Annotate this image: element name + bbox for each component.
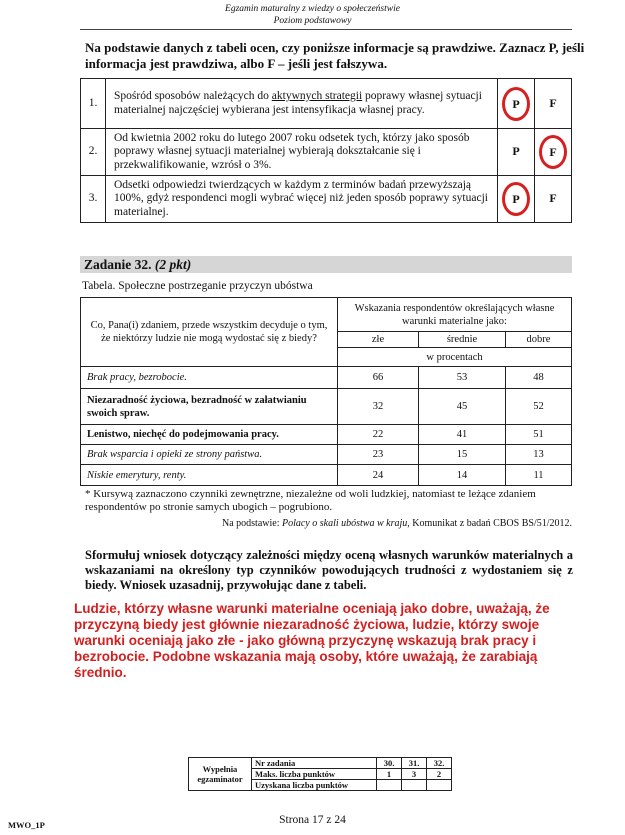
table-source: Na podstawie: Polacy o skali ubóstwa w kraju, Komunikat z badań CBOS BS/51/2012.: [221, 518, 572, 529]
cell-value: 66: [338, 367, 419, 389]
false-option[interactable]: [535, 129, 572, 176]
answer-circle: P: [502, 87, 530, 121]
cell-value: 23: [338, 445, 419, 465]
table-row: [81, 465, 572, 486]
answer-circle: F: [539, 135, 567, 169]
tf-statement: Od kwietnia 2002 roku do lutego 2007 roku odsetek tych, którzy jako sposób poprawy własnej sytuacji materialnej wybierają dokształcanie się i przekwalifikowanie, wzrósł o 3%.: [106, 129, 498, 176]
false-option[interactable]: F: [535, 176, 572, 223]
exam-header-title: Egzamin maturalny z wiedzy o społeczeństwie: [225, 4, 400, 14]
table-row: [81, 445, 572, 465]
survey-question: Co, Pana(i) zdaniem, przede wszystkim decyduje o tym, że niektórzy ludzie nie mogą wydostać się z biedy?: [81, 298, 338, 367]
max-points: 1: [377, 769, 402, 780]
true-option[interactable]: P: [498, 129, 535, 176]
unit-label: w procentach: [426, 351, 483, 363]
cell-value: 53: [419, 367, 506, 389]
column-header-bad: złe: [338, 332, 419, 348]
true-option[interactable]: [498, 79, 535, 129]
tf-instruction: Na podstawie danych z tabeli ocen, czy poniższe informacje są prawdziwe. Zaznacz P, jeśli informacja jest prawdziwa, albo F – jeśli jest fałszywa.: [85, 40, 585, 71]
task-number: 30.: [377, 758, 402, 769]
task-number: 31.: [402, 758, 427, 769]
earned-points-label: Uzyskana liczba punktów: [252, 780, 377, 791]
indication-header: Wskazania respondentów określających własne warunki materialne jako:: [338, 298, 572, 332]
exam-header-level: Poziom podstawowy: [273, 16, 352, 26]
tf-row: [81, 176, 572, 223]
table-footnote: * Kursywą zaznaczono czynniki zewnętrzne, niezależne od woli ludzkiej, natomiast te leżące zdaniem respondentów po stronie samych ubogich – pogrubiono.: [85, 488, 536, 513]
table-caption: Tabela. Społeczne postrzeganie przyczyn ubóstwa: [82, 280, 313, 292]
cell-value: 11: [506, 465, 572, 486]
cell-value: 41: [419, 425, 506, 445]
task-number: 32.: [427, 758, 452, 769]
answer-circle: P: [502, 182, 530, 216]
column-header-average: średnie: [419, 332, 506, 348]
cell-value: 52: [506, 389, 572, 425]
earned-points-cell[interactable]: [427, 780, 452, 791]
task-instruction: Sformułuj wniosek dotyczący zależności między oceną własnych warunków materialnych a wskazaniami na określony typ czynników powodujących trudności z wydostaniem się z biedy. Wniosek uzasadnij, przywołując dane z tabeli.: [85, 548, 573, 592]
exam-code: MWO_1P: [8, 820, 45, 830]
table-row: [81, 389, 572, 425]
cell-value: 45: [419, 389, 506, 425]
row-label: Niskie emerytury, renty.: [81, 465, 338, 486]
earned-points-cell[interactable]: [402, 780, 427, 791]
header-divider: [80, 29, 572, 30]
task-number-label: Nr zadania: [252, 758, 377, 769]
cell-value: 13: [506, 445, 572, 465]
max-points: 2: [427, 769, 452, 780]
cell-value: 22: [338, 425, 419, 445]
table-row: [81, 367, 572, 389]
cell-value: 14: [419, 465, 506, 486]
false-option[interactable]: F: [535, 79, 572, 129]
task-heading: Zadanie 32. (2 pkt): [80, 256, 572, 273]
poverty-causes-table: [80, 297, 572, 486]
examiner-label: Wypełnia egzaminator: [189, 758, 252, 791]
tf-statement: Spośród sposobów należących do aktywnych strategii poprawy własnej sytuacji materialnej najczęściej wybierana jest intensyfikacja własnej pracy.: [106, 79, 498, 129]
cell-value: 24: [338, 465, 419, 486]
handwritten-answer: Ludzie, którzy własne warunki materialne oceniają jako dobre, uważają, że przyczyną biedy jest głównie niezaradność życiowa, ludzie, którzy swoje warunki oceniają jako złe - jako główną przyczynę wskazują brak pracy i bezrobocie. Podobne wskazania mają osoby, które uważają, że zarabiają średnio.: [74, 601, 550, 680]
max-points: 3: [402, 769, 427, 780]
tf-row: [81, 79, 572, 129]
examiner-score-table: [188, 757, 452, 791]
max-points-label: Maks. liczba punktów: [252, 769, 377, 780]
tf-number: 2.: [81, 129, 106, 176]
true-false-table: [80, 78, 572, 223]
cell-value: 51: [506, 425, 572, 445]
tf-number: 3.: [81, 176, 106, 223]
page-number: Strona 17 z 24: [279, 814, 346, 826]
row-label: Brak wsparcia i opieki ze strony państwa.: [81, 445, 338, 465]
cell-value: 15: [419, 445, 506, 465]
true-option[interactable]: [498, 176, 535, 223]
cell-value: 32: [338, 389, 419, 425]
tf-statement: Odsetki odpowiedzi twierdzących w każdym z terminów badań przewyższają 100%, gdyż respondenci mogli wybrać więcej niż jeden sposób poprawy sytuacji materialnej.: [106, 176, 498, 223]
tf-row: [81, 129, 572, 176]
row-label: Brak pracy, bezrobocie.: [81, 367, 338, 389]
row-label: Niezaradność życiowa, bezradność w załatwianiu swoich spraw.: [81, 389, 338, 425]
cell-value: 48: [506, 367, 572, 389]
table-row: [81, 425, 572, 445]
row-label: Lenistwo, niechęć do podejmowania pracy.: [81, 425, 338, 445]
tf-number: 1.: [81, 79, 106, 129]
earned-points-cell[interactable]: [377, 780, 402, 791]
column-header-good: dobre: [506, 332, 572, 348]
